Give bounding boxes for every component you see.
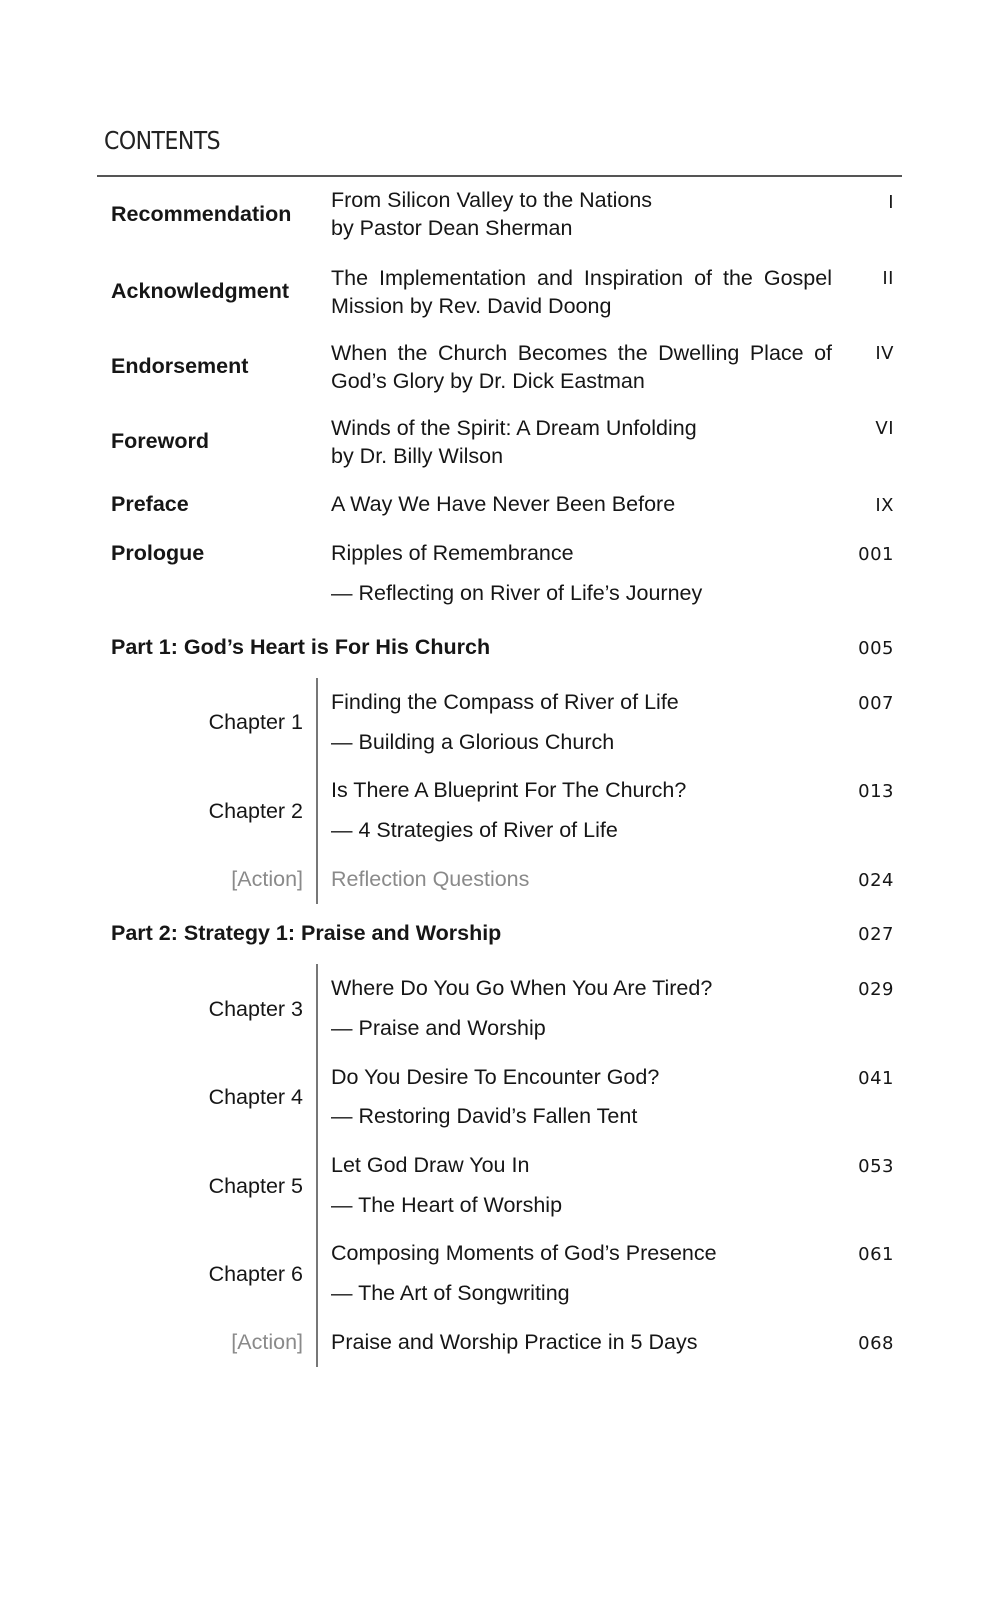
entry-subtitle: by Pastor Dean Sherman [331, 216, 573, 240]
heading-divider [97, 175, 902, 177]
entry-title: When the Church Becomes the Dwelling Place of God’s Glory by Dr. Dick Eastman [331, 341, 832, 393]
part-page: 027 [858, 924, 894, 945]
action-page: 024 [858, 870, 894, 891]
part-title: Part 2: Strategy 1: Praise and Worship [111, 921, 502, 945]
chapter-subtitle: — Restoring David’s Fallen Tent [331, 1104, 638, 1128]
entry-page: IX [875, 495, 894, 516]
entry-label: Foreword [111, 429, 209, 453]
entry-page: II [882, 268, 894, 289]
chapter-title: Finding the Compass of River of Life [331, 690, 679, 714]
entry-title: A Way We Have Never Been Before [331, 492, 676, 516]
entry-subtitle: by Dr. Billy Wilson [331, 444, 504, 468]
entry-label: Recommendation [111, 202, 292, 226]
action-title: Reflection Questions [331, 867, 530, 891]
entry-label: Acknowledgment [111, 279, 289, 303]
entry-title: Winds of the Spirit: A Dream Unfolding [331, 416, 697, 440]
entry-title: From Silicon Valley to the Nations [331, 188, 653, 212]
chapter-page: 013 [858, 781, 894, 802]
chapter-subtitle: — 4 Strategies of River of Life [331, 818, 618, 842]
part-1-chapter-divider [316, 678, 318, 904]
part-page: 005 [858, 638, 894, 659]
entry-page: VI [875, 418, 894, 439]
entry-page: 001 [858, 544, 894, 565]
chapter-label: Chapter 2 [208, 799, 303, 823]
action-title: Praise and Worship Practice in 5 Days [331, 1330, 698, 1354]
entry-label: Prologue [111, 541, 205, 565]
entry-label: Preface [111, 492, 189, 516]
chapter-page: 029 [858, 979, 894, 1000]
chapter-title: Where Do You Go When You Are Tired? [331, 976, 713, 1000]
chapter-subtitle: — The Heart of Worship [331, 1193, 563, 1217]
entry-label: Endorsement [111, 354, 249, 378]
entry-page: IV [875, 343, 894, 364]
chapter-label: Chapter 3 [208, 997, 303, 1021]
chapter-title: Do You Desire To Encounter God? [331, 1065, 660, 1089]
chapter-label: Chapter 1 [208, 710, 303, 734]
chapter-title: Is There A Blueprint For The Church? [331, 778, 687, 802]
chapter-title: Composing Moments of God’s Presence [331, 1241, 717, 1265]
chapter-page: 053 [858, 1156, 894, 1177]
part-2-chapter-divider [316, 964, 318, 1367]
chapter-page: 041 [858, 1068, 894, 1089]
part-title: Part 1: God’s Heart is For His Church [111, 635, 491, 659]
chapter-subtitle: — Building a Glorious Church [331, 730, 615, 754]
chapter-label: Chapter 4 [208, 1085, 303, 1109]
entry-title: Ripples of Remembrance [331, 541, 574, 565]
chapter-label: Chapter 5 [208, 1174, 303, 1198]
action-label: [Action] [231, 867, 303, 891]
action-label: [Action] [231, 1330, 303, 1354]
chapter-label: Chapter 6 [208, 1262, 303, 1286]
chapter-page: 007 [858, 693, 894, 714]
entry-title: The Implementation and Inspiration of the Gospel Mission by Rev. David Doong [331, 266, 832, 318]
chapter-subtitle: — The Art of Songwriting [331, 1281, 570, 1305]
action-page: 068 [858, 1333, 894, 1354]
chapter-title: Let God Draw You In [331, 1153, 530, 1177]
contents-heading: CONTENTS [104, 126, 221, 155]
entry-subtitle: — Reflecting on River of Life’s Journey [331, 581, 703, 605]
chapter-subtitle: — Praise and Worship [331, 1016, 546, 1040]
entry-page: I [888, 192, 894, 213]
chapter-page: 061 [858, 1244, 894, 1265]
